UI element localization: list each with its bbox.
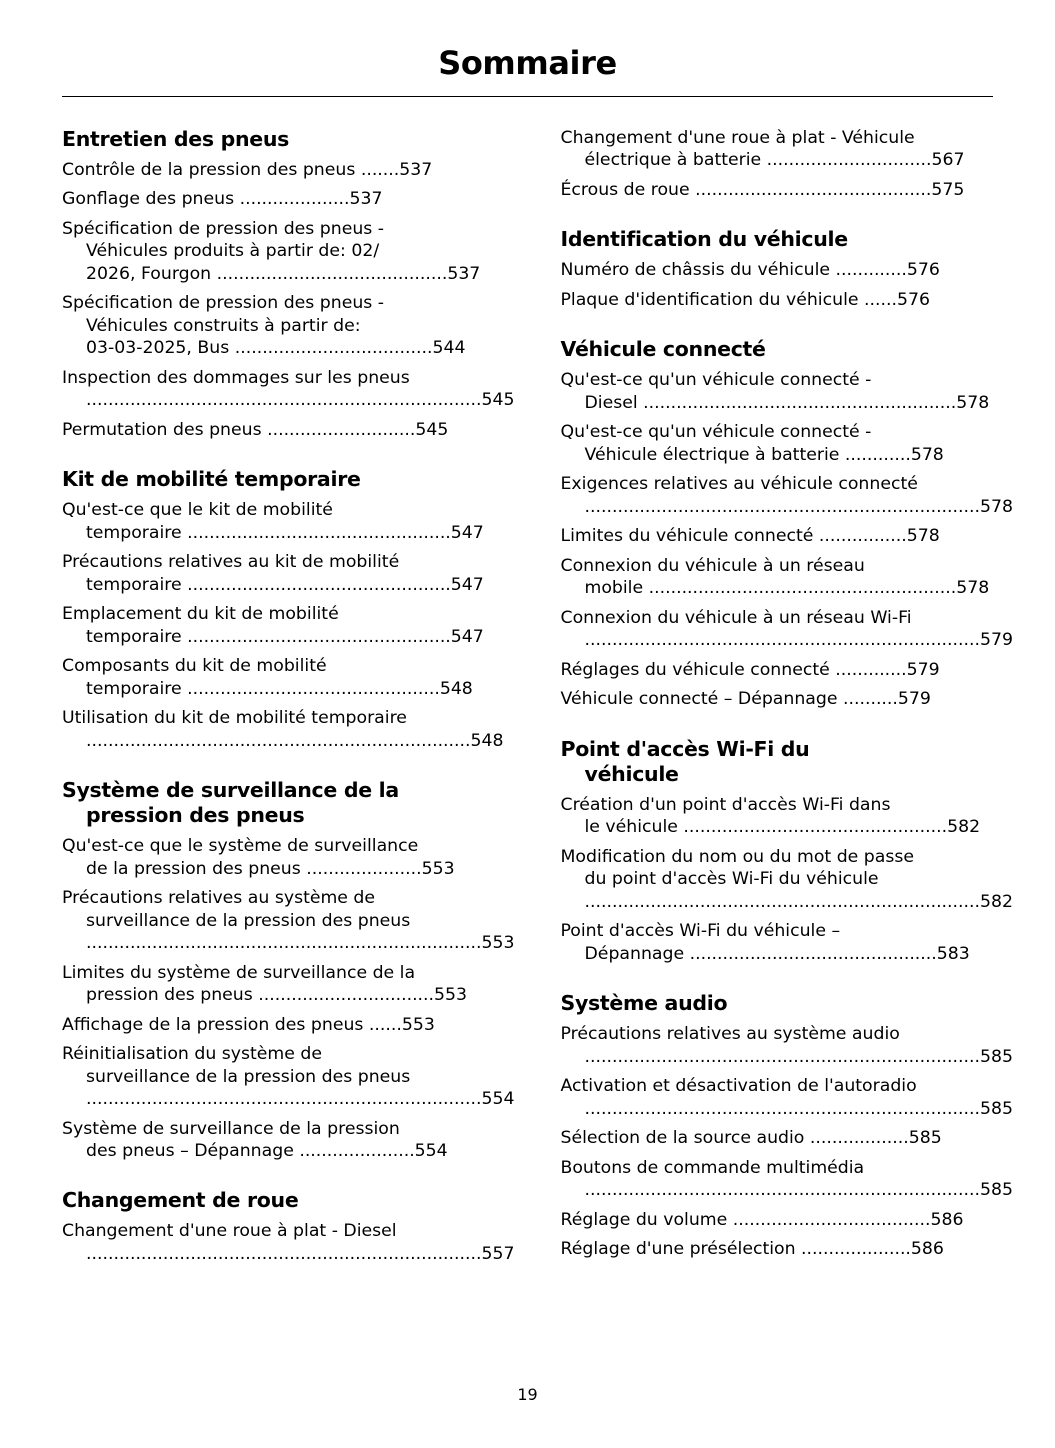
page-number: 19 xyxy=(517,1385,538,1404)
toc-entry[interactable] xyxy=(561,421,1014,466)
toc-entry-line: temporaire ................................................547 xyxy=(86,522,484,543)
toc-entry-title: Spécification de pression des pneus - xyxy=(62,218,385,239)
toc-entry[interactable] xyxy=(561,1157,1014,1202)
toc-entry[interactable] xyxy=(561,607,1014,652)
toc-entry-title: Réglage d'une présélection ....................586 xyxy=(560,1238,944,1259)
toc-entry-line: 03-03-2025, Bus ....................................544 xyxy=(86,338,466,359)
toc-entry-title: Limites du véhicule connecté ................578 xyxy=(560,526,940,547)
toc-section-heading-text: Système audio xyxy=(560,991,728,1016)
toc-section-heading-text: Véhicule connecté xyxy=(560,337,766,362)
toc-entry-line: du point d'accès Wi-Fi du véhicule xyxy=(584,869,879,890)
toc-entry[interactable] xyxy=(561,525,1014,547)
toc-entry-title: Connexion du véhicule à un réseau xyxy=(560,555,865,576)
toc-entry-title: Précautions relatives au système audio xyxy=(560,1024,900,1045)
toc-entry[interactable] xyxy=(62,835,515,880)
toc-entry[interactable] xyxy=(561,1209,1014,1231)
toc-entry[interactable] xyxy=(62,1118,515,1163)
toc-entry-title: Gonflage des pneus ....................537 xyxy=(62,189,383,210)
toc-entry[interactable] xyxy=(62,218,515,285)
toc-column-right xyxy=(561,127,1014,1267)
toc-entry[interactable] xyxy=(62,292,515,359)
toc-section-heading xyxy=(561,337,1014,362)
toc-entry-title: Précautions relatives au système de xyxy=(62,888,376,909)
toc-entry-title: Utilisation du kit de mobilité temporaire xyxy=(62,708,407,729)
toc-entry[interactable] xyxy=(62,1043,515,1110)
toc-entry-title: Exigences relatives au véhicule connecté xyxy=(560,474,918,495)
toc-entry-title: Précautions relatives au kit de mobilité xyxy=(62,552,400,573)
toc-entry[interactable] xyxy=(62,655,515,700)
toc-entry[interactable] xyxy=(561,794,1014,839)
toc-entry-title: Boutons de commande multimédia xyxy=(560,1157,865,1178)
toc-entry[interactable] xyxy=(561,369,1014,414)
toc-entry-title: Inspection des dommages sur les pneus xyxy=(62,367,410,388)
toc-section-heading-continuation: véhicule xyxy=(584,761,679,786)
toc-entry-title: Plaque d'identification du véhicule ......576 xyxy=(560,289,930,310)
toc-entry[interactable] xyxy=(561,688,1014,710)
toc-entry-title: Changement d'une roue à plat - Diesel xyxy=(62,1221,397,1242)
toc-entry-line: des pneus – Dépannage .....................554 xyxy=(86,1140,448,1161)
toc-entry[interactable] xyxy=(62,1014,515,1036)
toc-entry-title: Numéro de châssis du véhicule .............576 xyxy=(560,260,940,281)
toc-entry-title: Véhicule connecté – Dépannage ..........579 xyxy=(560,689,931,710)
toc-section-heading xyxy=(561,737,1014,787)
toc-entry-line: ........................................................................585 xyxy=(584,1046,1013,1067)
toc-entry[interactable] xyxy=(62,962,515,1007)
toc-section-heading-text: Kit de mobilité temporaire xyxy=(62,467,361,492)
toc-entry-title: Limites du système de surveillance de la xyxy=(62,962,416,983)
toc-section-heading xyxy=(62,778,515,828)
toc-entry[interactable] xyxy=(561,473,1014,518)
toc-section-heading-text: Entretien des pneus xyxy=(62,127,290,151)
toc-entry[interactable] xyxy=(561,1023,1014,1068)
toc-entry-title: Connexion du véhicule à un réseau Wi-Fi xyxy=(560,607,912,628)
toc-entry-line: ......................................................................548 xyxy=(86,730,504,751)
toc-entry-title: Qu'est-ce que le kit de mobilité xyxy=(62,500,333,521)
toc-entry-title: Réglage du volume ....................................586 xyxy=(560,1209,964,1230)
toc-section-heading xyxy=(62,467,515,492)
toc-entry[interactable] xyxy=(561,127,1014,172)
page-title: Sommaire xyxy=(438,44,617,82)
toc-section-heading-text: Point d'accès Wi-Fi du xyxy=(560,736,810,761)
toc-entry-title: Point d'accès Wi-Fi du véhicule – xyxy=(560,921,841,942)
toc-entry[interactable] xyxy=(561,1127,1014,1149)
toc-entry-title: Permutation des pneus ...........................545 xyxy=(62,419,449,440)
toc-entry-line: surveillance de la pression des pneus xyxy=(86,910,411,931)
toc-entry-line: de la pression des pneus .....................553 xyxy=(86,858,455,879)
toc-entry[interactable] xyxy=(62,159,515,181)
toc-entry-title: Réglages du véhicule connecté .............579 xyxy=(560,659,940,680)
toc-entry-title: Système de surveillance de la pression xyxy=(62,1118,400,1139)
toc-entry-line: surveillance de la pression des pneus xyxy=(86,1066,411,1087)
toc-entry[interactable] xyxy=(561,846,1014,913)
toc-entry-line: ........................................................................579 xyxy=(584,630,1013,651)
toc-entry[interactable] xyxy=(62,887,515,954)
toc-entry[interactable] xyxy=(62,499,515,544)
toc-entry-line: temporaire ..............................................548 xyxy=(86,678,473,699)
toc-entry[interactable] xyxy=(62,707,515,752)
toc-entry-line: ........................................................................553 xyxy=(86,933,515,954)
toc-section-heading xyxy=(62,1188,515,1213)
toc-entry-title: Qu'est-ce que le système de surveillance xyxy=(62,836,419,857)
toc-entry[interactable] xyxy=(62,551,515,596)
toc-entry-line: ........................................................................554 xyxy=(86,1089,515,1110)
toc-entry-title: Sélection de la source audio ..................585 xyxy=(560,1128,942,1149)
toc-entry-title: Contrôle de la pression des pneus .......537 xyxy=(62,160,433,180)
toc-entry-title: Écrous de roue ...........................................575 xyxy=(560,179,965,200)
toc-column-left xyxy=(62,127,515,1272)
toc-entry[interactable] xyxy=(62,419,515,441)
toc-entry-line: ........................................................................557 xyxy=(86,1243,515,1264)
toc-entry-title: Qu'est-ce qu'un véhicule connecté - xyxy=(560,370,872,391)
toc-entry[interactable] xyxy=(561,289,1014,311)
toc-entry-line: mobile ........................................................578 xyxy=(584,578,990,599)
toc-columns xyxy=(62,127,1013,1272)
toc-entry-line: ........................................................................585 xyxy=(584,1098,1013,1119)
toc-entry-title: Création d'un point d'accès Wi-Fi dans xyxy=(560,794,891,815)
toc-entry[interactable] xyxy=(62,603,515,648)
toc-entry[interactable] xyxy=(561,1238,1014,1260)
toc-entry-line: Diesel .........................................................578 xyxy=(584,392,990,413)
toc-section-heading-text: Identification du véhicule xyxy=(560,227,848,252)
toc-entry[interactable] xyxy=(561,920,1014,965)
toc-entry[interactable] xyxy=(561,1075,1014,1120)
toc-section-heading-text: Système de surveillance de la xyxy=(62,778,399,803)
toc-entry-line: ........................................................................545 xyxy=(86,390,515,411)
toc-entry-line: temporaire ................................................547 xyxy=(86,626,484,647)
toc-entry[interactable] xyxy=(62,1220,515,1265)
toc-entry-title: Emplacement du kit de mobilité xyxy=(62,604,339,625)
title-divider xyxy=(62,96,993,97)
toc-entry[interactable] xyxy=(62,367,515,412)
toc-entry-line: ........................................................................582 xyxy=(584,891,1013,912)
toc-entry-title: Qu'est-ce qu'un véhicule connecté - xyxy=(560,422,872,443)
toc-entry-line: 2026, Fourgon ..........................................537 xyxy=(86,263,481,284)
toc-entry-line: Véhicules construits à partir de: xyxy=(86,315,361,336)
toc-entry-title: Composants du kit de mobilité xyxy=(62,656,327,677)
toc-section-heading xyxy=(561,991,1014,1016)
toc-entry-title: Activation et désactivation de l'autoradio xyxy=(560,1076,917,1097)
toc-entry-title: Réinitialisation du système de xyxy=(62,1044,322,1065)
toc-entry-title: Affichage de la pression des pneus ......553 xyxy=(62,1014,435,1035)
toc-section-heading-continuation: pression des pneus xyxy=(86,803,305,828)
toc-entry-line: le véhicule ................................................582 xyxy=(584,817,981,838)
toc-entry-line: pression des pneus ................................553 xyxy=(86,985,468,1006)
toc-entry[interactable] xyxy=(561,179,1014,201)
toc-entry-title: Spécification de pression des pneus - xyxy=(62,293,385,314)
toc-entry[interactable] xyxy=(62,188,515,210)
toc-entry-line: Véhicule électrique à batterie ............578 xyxy=(584,444,944,465)
toc-entry-line: ........................................................................578 xyxy=(584,496,1013,517)
toc-section-heading xyxy=(62,127,515,152)
toc-entry[interactable] xyxy=(561,555,1014,600)
toc-entry[interactable] xyxy=(561,259,1014,281)
toc-entry[interactable] xyxy=(561,659,1014,681)
toc-entry-line: Véhicules produits à partir de: 02/ xyxy=(86,241,380,262)
toc-section-heading-text: Changement de roue xyxy=(62,1188,299,1213)
toc-entry-line: temporaire ................................................547 xyxy=(86,574,484,595)
toc-entry-line: électrique à batterie ..............................567 xyxy=(584,150,965,171)
toc-section-heading xyxy=(561,227,1014,252)
toc-entry-line: Dépannage .............................................583 xyxy=(584,943,970,964)
toc-entry-line: ........................................................................585 xyxy=(584,1180,1013,1201)
toc-entry-title: Changement d'une roue à plat - Véhicule xyxy=(560,128,915,148)
toc-entry-title: Modification du nom ou du mot de passe xyxy=(560,846,914,867)
